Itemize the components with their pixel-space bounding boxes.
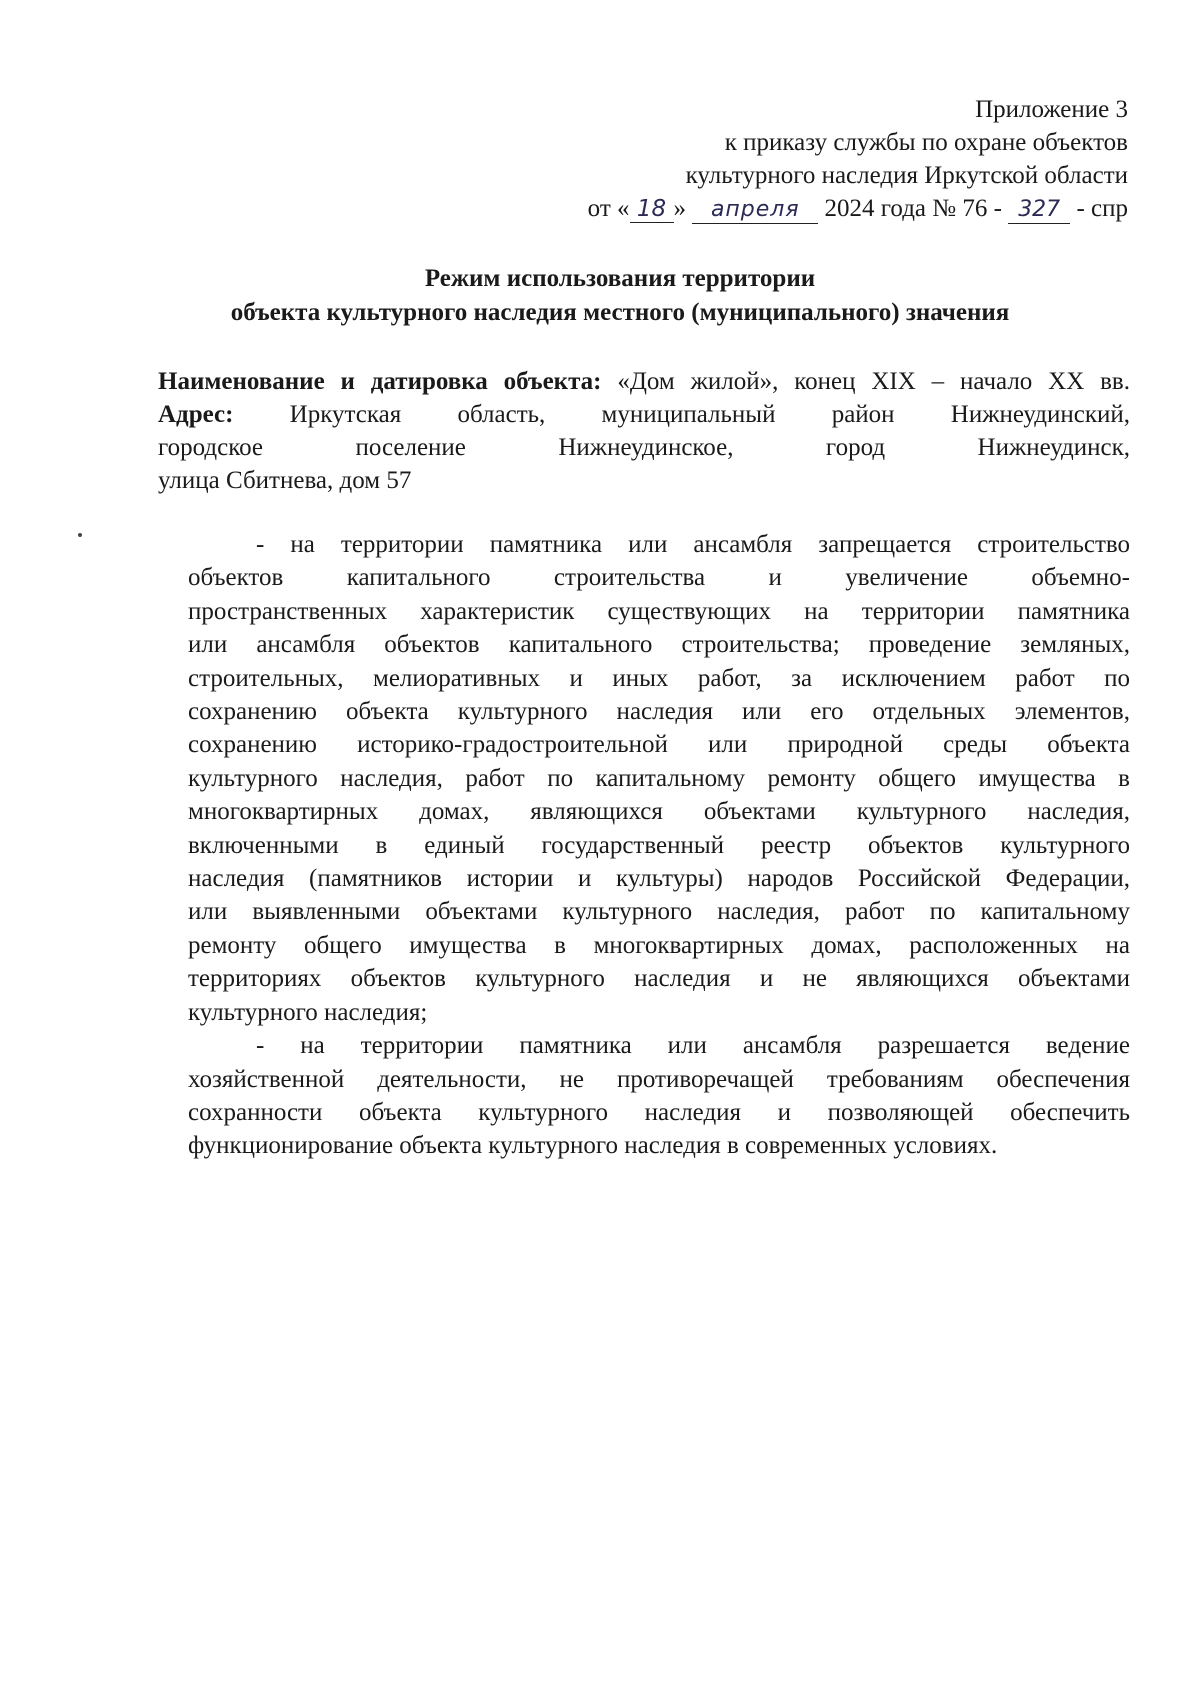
paragraph-line: хозяйственной деятельности, не противоречащей требованиям обеспечения	[188, 1065, 1130, 1093]
paragraph-line: сохранности объекта культурного наследия и позволяющей обеспечить	[188, 1098, 1130, 1126]
title-line-1: Режим использования территории	[424, 265, 816, 292]
paragraph-line: культурного наследия, работ по капитальному ремонту общего имущества в	[188, 764, 1130, 792]
appendix-order-ref: к приказу службы по охране объектов	[724, 129, 1128, 156]
paragraph-line: ремонту общего имущества в многоквартирных домах, расположенных на	[188, 931, 1130, 959]
paragraph-line: объектов капитального строительства и увеличение объемно-	[188, 564, 1130, 592]
appendix-authority: культурного наследия Иркутской области	[685, 162, 1128, 189]
regime-paragraph-permissions	[188, 1029, 1130, 1163]
regime-text	[188, 528, 1130, 1163]
handwritten-day: 18	[630, 196, 674, 223]
order-suffix: - спр	[1076, 195, 1128, 222]
paragraph-line: - на территории памятника или ансамбля разрешается ведение	[256, 1032, 1130, 1060]
paragraph-line: культурного наследия;	[188, 998, 428, 1026]
object-name-line	[158, 365, 1130, 398]
appendix-number: Приложение 3	[975, 96, 1128, 123]
paragraph-line: или выявленными объектами культурного наследия, работ по капитальному	[188, 898, 1130, 926]
paragraph-line: функционирование объекта культурного наследия в современных условиях.	[188, 1132, 998, 1160]
paragraph-line: строительных, мелиоративных и иных работ, за исключением работ по	[188, 664, 1130, 692]
appendix-header	[488, 93, 1128, 225]
document-title	[160, 262, 1080, 330]
paragraph-line: пространственных характеристик существующих на территории памятника	[188, 597, 1130, 625]
appendix-date-line	[488, 192, 1128, 225]
address-line-1	[158, 398, 1130, 431]
date-prefix: от «	[587, 195, 630, 222]
address-label: Адрес:	[158, 401, 234, 428]
object-name-value: «Дом жилой», конец XIX – начало XX вв.	[617, 368, 1130, 395]
paragraph-line: или ансамбля объектов капитального строительства; проведение земляных,	[188, 631, 1130, 659]
title-line-2: объекта культурного наследия местного (муниципального) значения	[230, 299, 1010, 326]
date-mid: »	[673, 195, 687, 222]
handwritten-order-number: 327	[1008, 197, 1070, 224]
address-line-2: городское поселение Нижнеудинское, город Нижнеудинск,	[158, 434, 1130, 461]
paragraph-line: сохранению объекта культурного наследия или его отдельных элементов,	[188, 698, 1130, 726]
paragraph-line: территориях объектов культурного наследия и не являющихся объектами	[188, 965, 1130, 993]
scan-speck	[78, 533, 82, 537]
object-info	[158, 365, 1130, 497]
date-year: 2024 года № 76 -	[824, 195, 1002, 222]
object-name-label: Наименование и датировка объекта:	[158, 368, 602, 395]
address-part-1: Иркутская область, муниципальный район Нижнеудинский,	[289, 401, 1131, 428]
paragraph-line: включенными в единый государственный реестр объектов культурного	[188, 831, 1130, 859]
paragraph-line: наследия (памятников истории и культуры) народов Российской Федерации,	[188, 865, 1130, 893]
paragraph-line: многоквартирных домах, являющихся объектами культурного наследия,	[188, 798, 1130, 826]
paragraph-line: - на территории памятника или ансамбля запрещается строительство	[256, 531, 1130, 558]
handwritten-month: апреля	[692, 197, 818, 224]
regime-paragraph-prohibitions	[188, 528, 1130, 1029]
address-line-3: улица Сбитнева, дом 57	[158, 467, 412, 494]
paragraph-line: сохранению историко-градостроительной или природной среды объекта	[188, 731, 1130, 759]
